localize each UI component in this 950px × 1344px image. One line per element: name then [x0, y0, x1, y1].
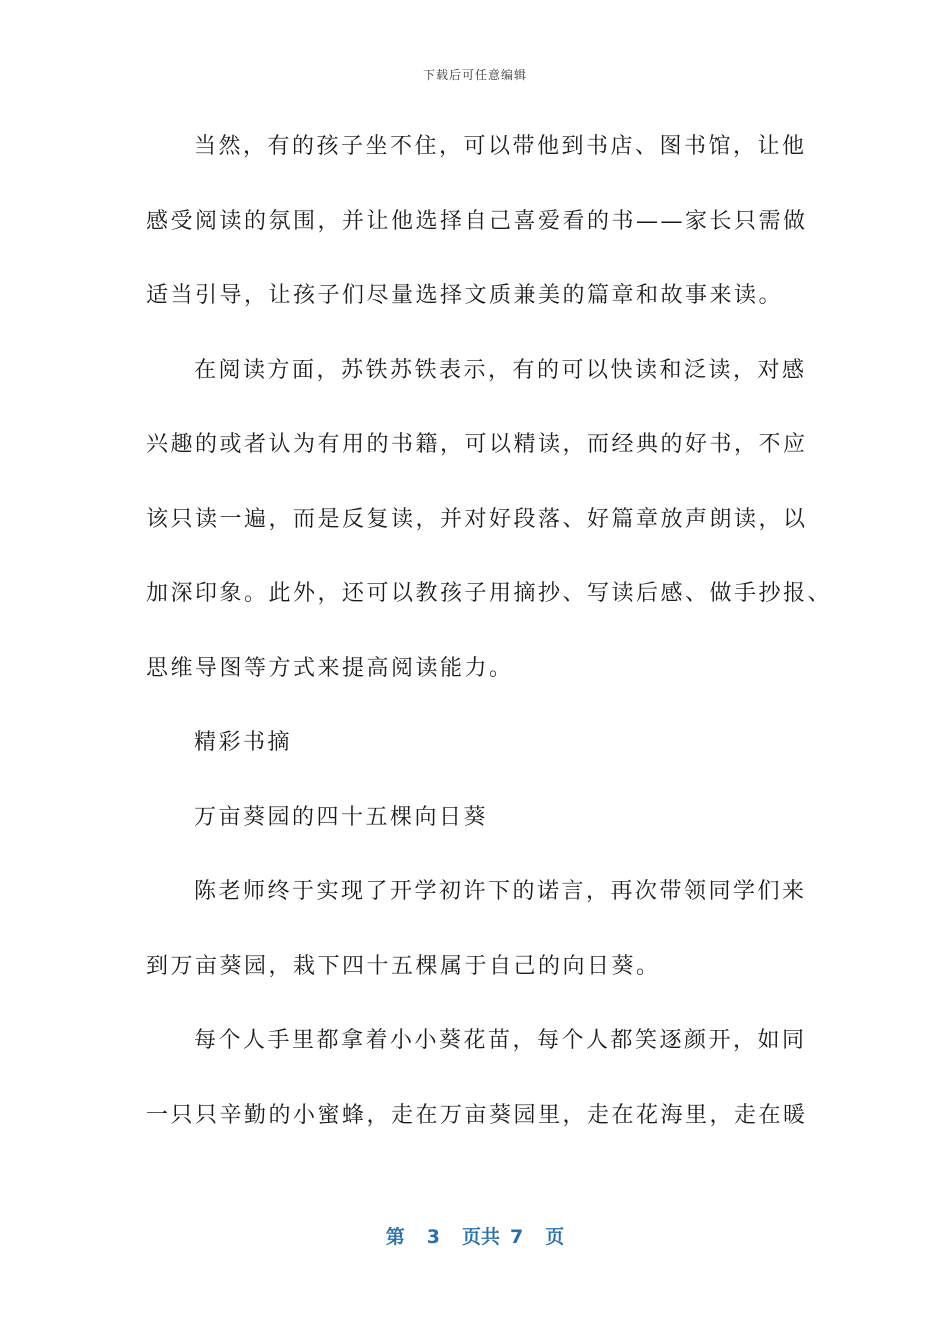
excerpt-title: 万亩葵园的四十五棵向日葵 [194, 804, 489, 830]
text-line: 感受阅读的氛围，并让他选择自己喜爱看的书——家长只需做 [146, 208, 808, 234]
current-page: 3 [426, 1226, 440, 1248]
text-line: 当然，有的孩子坐不住，可以带他到书店、图书馆，让他 [194, 134, 807, 159]
text-line: 在阅读方面，苏铁苏铁表示，有的可以快读和泛读，对感 [194, 357, 807, 383]
text-line: 每个人手里都拿着小小葵花苗，每个人都笑逐颜开，如同 [194, 1028, 807, 1053]
section-heading: 精彩书摘 [194, 730, 293, 755]
text-line: 到万亩葵园，栽下四十五棵属于自己的向日葵。 [146, 953, 661, 979]
text-line: 一只只辛勤的小蜜蜂，走在万亩葵园里，走在花海里，走在暖 [146, 1102, 808, 1128]
page-middle: 页共 [461, 1226, 500, 1248]
page-number-footer [0, 1222, 950, 1249]
total-pages: 7 [510, 1226, 524, 1248]
page-header: 下载后可任意编辑 [422, 68, 527, 82]
text-line: 加深印象。此外，还可以教孩子用摘抄、写读后感、做手抄报、 [146, 581, 833, 606]
document-body [146, 110, 833, 1153]
text-line: 该只读一遍，而是反复读，并对好段落、好篇章放声朗读，以 [146, 506, 808, 532]
text-line: 兴趣的或者认为有用的书籍，可以精读，而经典的好书，不应 [146, 432, 808, 457]
text-line: 陈老师终于实现了开学初许下的诺言，再次带领同学们来 [194, 879, 807, 904]
text-line: 适当引导，让孩子们尽量选择文质兼美的篇章和故事来读。 [146, 283, 784, 308]
page-prefix: 第 [385, 1226, 405, 1248]
page-suffix: 页 [545, 1226, 565, 1248]
text-line: 思维导图等方式来提高阅读能力。 [146, 655, 514, 681]
